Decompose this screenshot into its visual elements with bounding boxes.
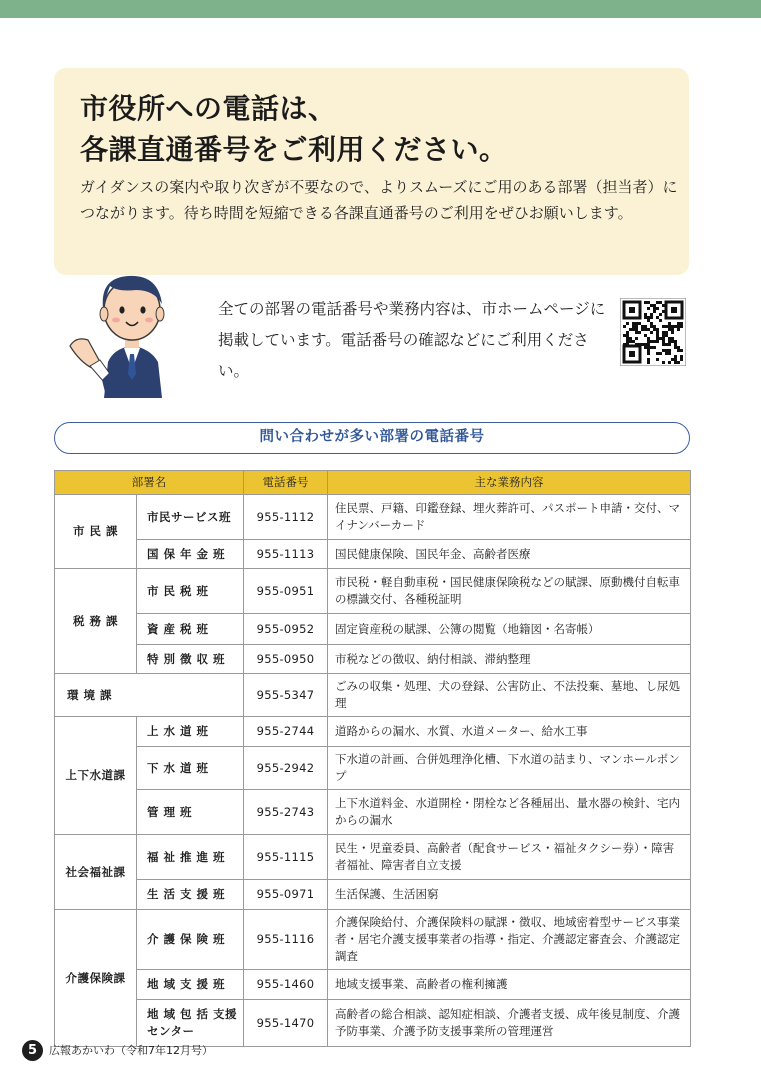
table-row [55, 880, 691, 910]
phone-number: 955-0950 [244, 645, 328, 674]
section-name: 特 別 徴 収 班 [137, 645, 244, 674]
table-row [55, 717, 691, 747]
duties: 高齢者の総合相談、認知症相談、介護者支援、成年後見制度、介護予防事業、介護予防支援事業所の管理運営 [328, 1000, 691, 1047]
phone-number: 955-1460 [244, 970, 328, 1000]
duties: 市税などの徴収、納付相談、滞納整理 [328, 645, 691, 674]
duties: 介護保険給付、介護保険料の賦課・徴収、地域密着型サービス事業者・居宅介護支援事業者の指導・指定、介護認定審査会、介護認定調査 [328, 910, 691, 970]
section-name: 国 保 年 金 班 [137, 540, 244, 569]
homepage-info-text: 全ての部署の電話番号や業務内容は、市ホームページに掲載しています。電話番号の確認などにご利用ください。 [218, 300, 606, 380]
notice-title: 市役所への電話は、 各課直通番号をご利用ください。 [80, 92, 508, 166]
phone-number: 955-1116 [244, 910, 328, 970]
section-name: 管 理 班 [137, 790, 244, 835]
section-name: 資 産 税 班 [137, 614, 244, 645]
division-name: 税 務 課 [55, 569, 137, 674]
top-color-bar [0, 0, 761, 18]
table-row [55, 910, 691, 970]
section-name: 福 祉 推 進 班 [137, 835, 244, 880]
table-row [55, 614, 691, 645]
phone-number: 955-1113 [244, 540, 328, 569]
phone-number: 955-1470 [244, 1000, 328, 1047]
table-row [55, 790, 691, 835]
phone-number: 955-0951 [244, 569, 328, 614]
section-name: 地 域 支 援 班 [137, 970, 244, 1000]
phone-number: 955-2942 [244, 747, 328, 790]
table-row [55, 747, 691, 790]
duties: 地域支援事業、高齢者の権利擁護 [328, 970, 691, 1000]
table-row [55, 540, 691, 569]
section-name: 下 水 道 班 [137, 747, 244, 790]
duties: 下水道の計画、合併処理浄化槽、下水道の詰まり、マンホールポンプ [328, 747, 691, 790]
section-name: 上 水 道 班 [137, 717, 244, 747]
section-name: 介 護 保 険 班 [137, 910, 244, 970]
division-name: 社会福祉課 [55, 835, 137, 910]
section-name: 生 活 支 援 班 [137, 880, 244, 910]
table-row [55, 645, 691, 674]
phone-number: 955-5347 [244, 674, 328, 717]
staff-illustration [66, 262, 196, 398]
division-name: 環 境 課 [55, 674, 244, 717]
department-phone-table [54, 470, 691, 1047]
duties: 道路からの漏水、水質、水道メーター、給水工事 [328, 717, 691, 747]
phone-number: 955-1112 [244, 495, 328, 540]
division-name: 介護保険課 [55, 910, 137, 1047]
notice-box [54, 68, 689, 275]
duties: 生活保護、生活困窮 [328, 880, 691, 910]
section-name: 地 域 包 括 支援センター [137, 1000, 244, 1047]
phone-number: 955-1115 [244, 835, 328, 880]
table-header-row [55, 471, 691, 495]
page-footer [22, 1039, 213, 1061]
header-duties: 主な業務内容 [328, 471, 691, 495]
section-name: 市 民 税 班 [137, 569, 244, 614]
duties: 市民税・軽自動車税・国民健康保険税などの賦課、原動機付自転車の標識交付、各種税証明 [328, 569, 691, 614]
phone-number: 955-0952 [244, 614, 328, 645]
header-department: 部署名 [55, 471, 244, 495]
duties: 上下水道料金、水道開栓・閉栓など各種届出、量水器の検針、宅内からの漏水 [328, 790, 691, 835]
qr-code[interactable] [620, 298, 686, 366]
duties: 国民健康保険、国民年金、高齢者医療 [328, 540, 691, 569]
page-number: 5 [22, 1040, 43, 1061]
table-row [55, 970, 691, 1000]
duties: 住民票、戸籍、印鑑登録、埋火葬許可、パスポート申請・交付、マイナンバーカード [328, 495, 691, 540]
table-row [55, 674, 691, 717]
duties: ごみの収集・処理、犬の登録、公害防止、不法投棄、墓地、し尿処理 [328, 674, 691, 717]
duties: 民生・児童委員、高齢者（配食サービス・福祉タクシー券）・障害者福祉、障害者自立支援 [328, 835, 691, 880]
division-name: 市 民 課 [55, 495, 137, 569]
table-row [55, 569, 691, 614]
table-row [55, 835, 691, 880]
phone-number: 955-2744 [244, 717, 328, 747]
publication-name: 広報あかいわ（令和7年12月号） [49, 1044, 213, 1057]
section-name: 市民サービス班 [137, 495, 244, 540]
phone-number: 955-0971 [244, 880, 328, 910]
phone-number: 955-2743 [244, 790, 328, 835]
section-label: 問い合わせが多い部署の電話番号 [54, 422, 690, 454]
notice-body: ガイダンスの案内や取り次ぎが不要なので、よりスムーズにご用のある部署（担当者）につながります。待ち時間を短縮できる各課直通番号のご利用をぜひお願いします。 [80, 178, 678, 222]
header-phone: 電話番号 [244, 471, 328, 495]
table-row [55, 495, 691, 540]
duties: 固定資産税の賦課、公簿の閲覧（地籍図・名寄帳） [328, 614, 691, 645]
division-name: 上下水道課 [55, 717, 137, 835]
